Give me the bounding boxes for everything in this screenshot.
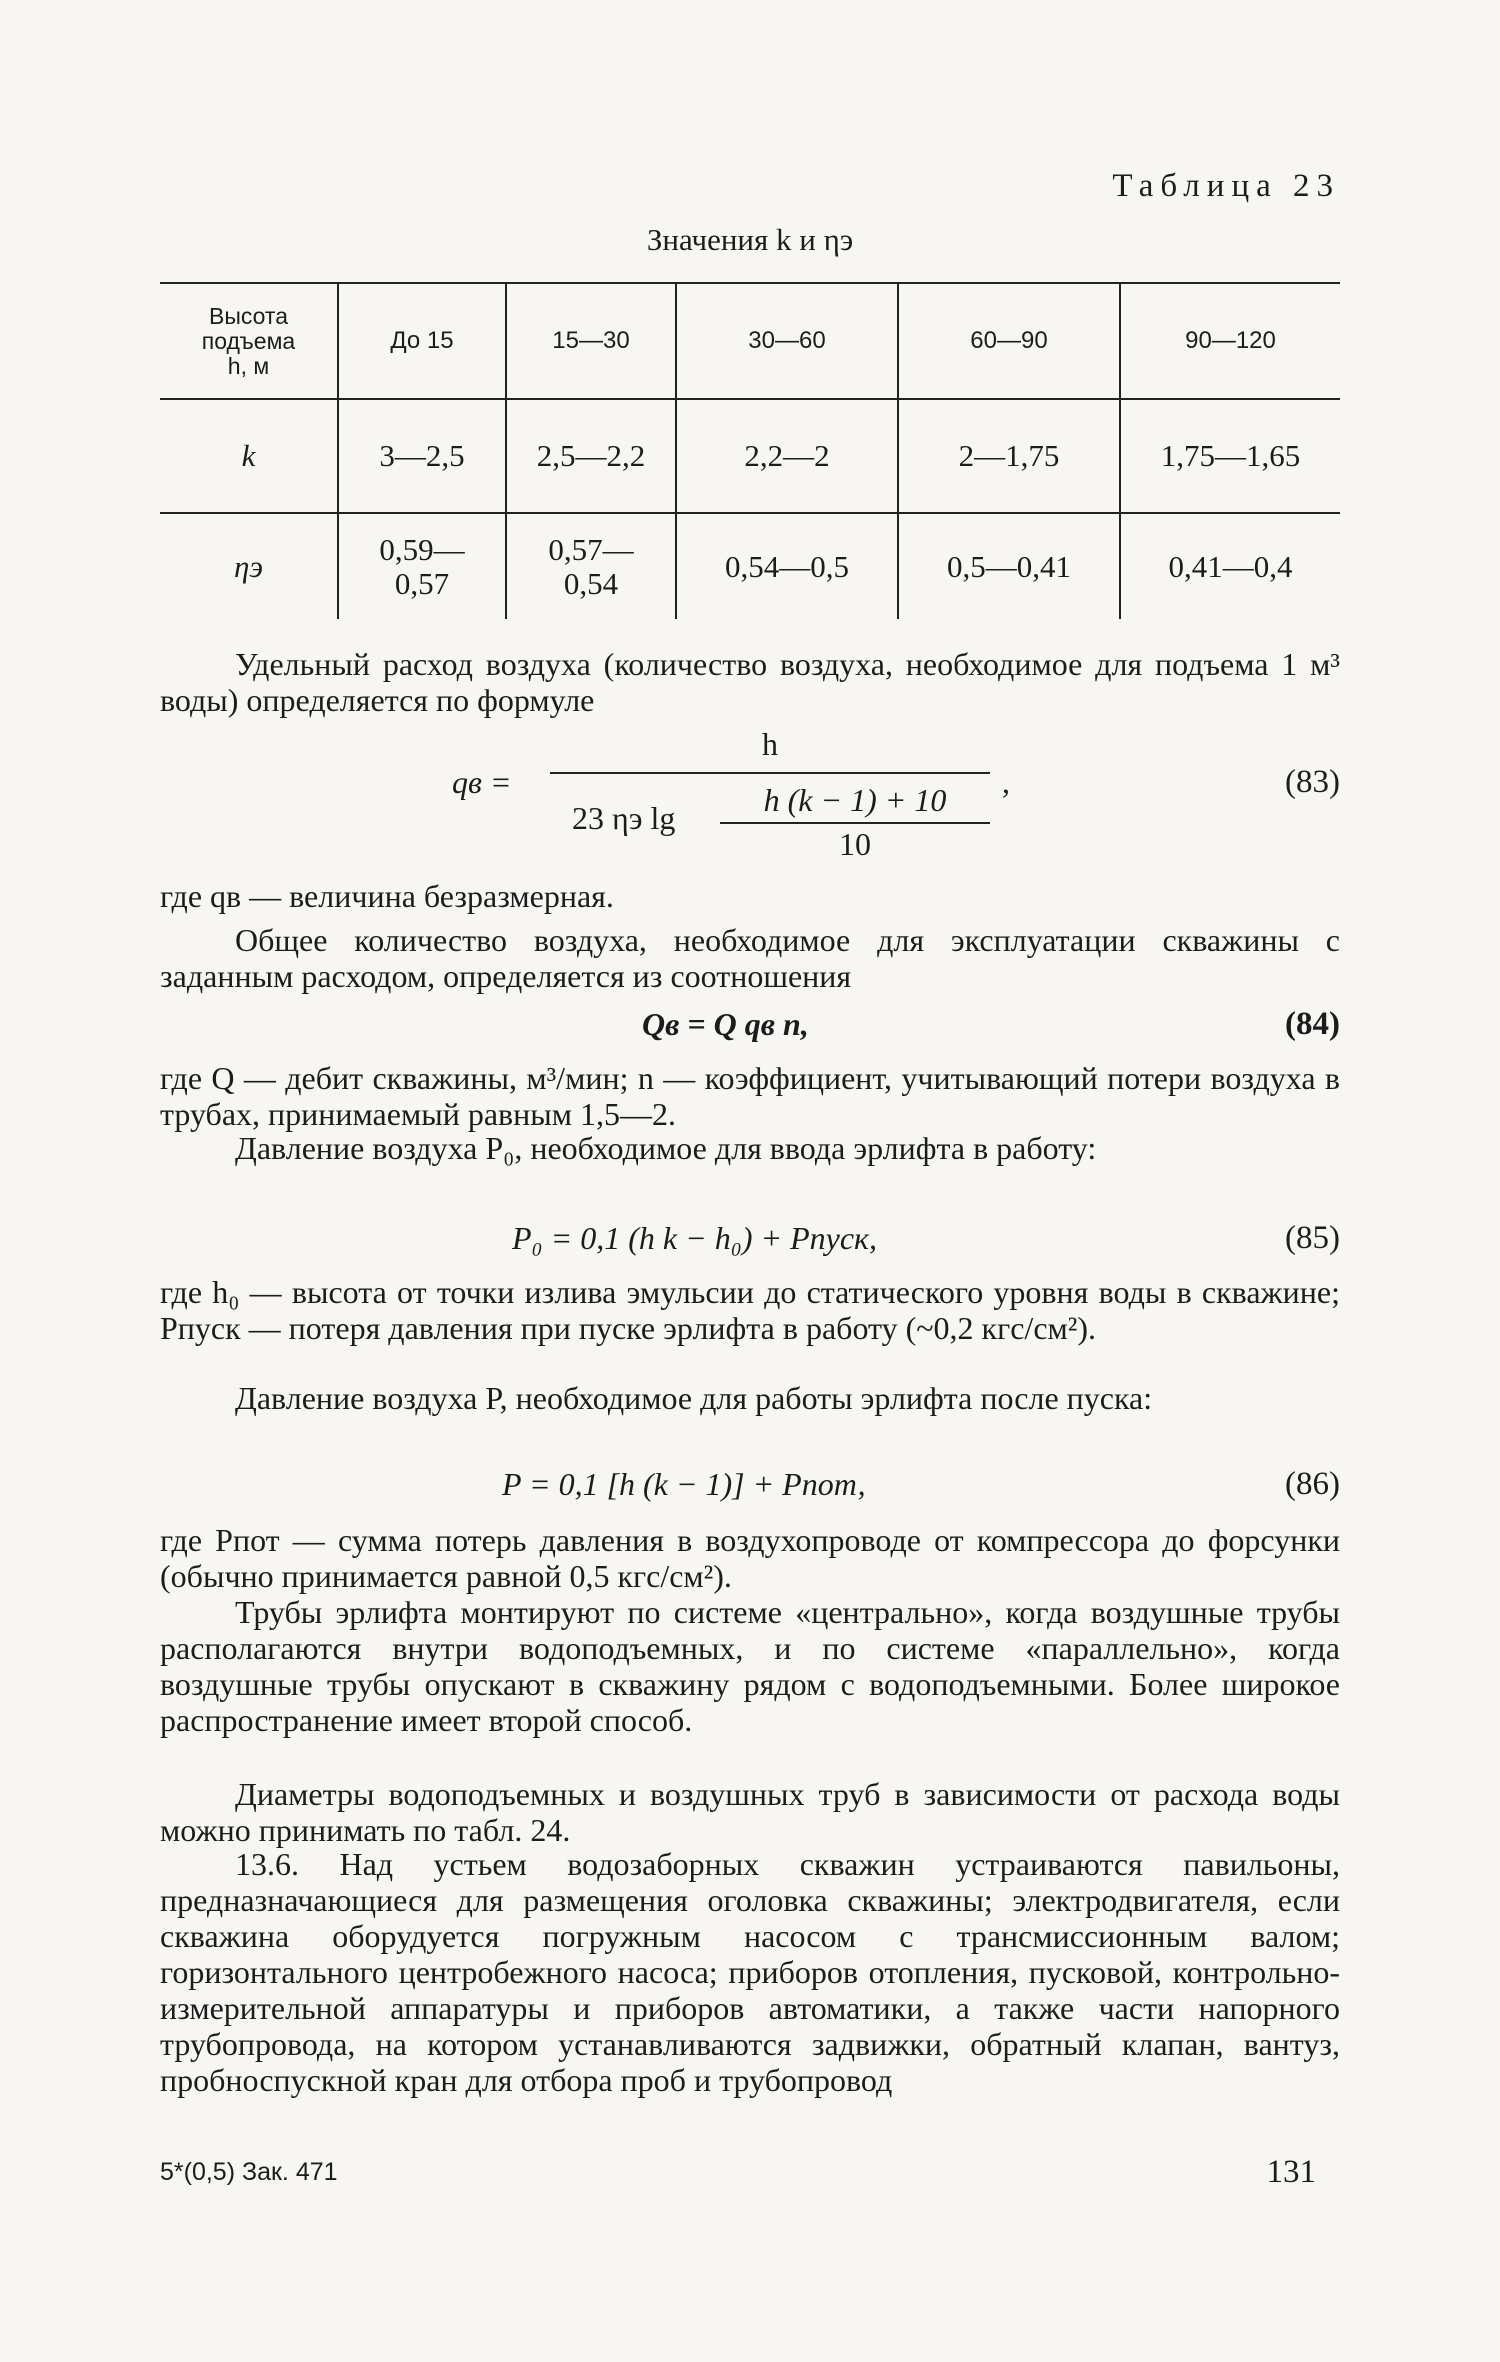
- table-label: Таблица 23: [1112, 168, 1340, 204]
- table-cell: 3—2,5: [338, 399, 506, 513]
- table-header-row: [160, 283, 1340, 399]
- equation-number: (85): [1285, 1220, 1340, 1256]
- table-cell: 1,75—1,65: [1120, 399, 1340, 513]
- paragraph: 13.6. Над устьем водозаборных скважин устраиваются павильоны, предназначающиеся для размещения оголовка скважины; электродвигателя, если скважина оборудуется погружным насосом с трансмиссионным валом; горизонтального центробежного насоса; приборов отопления, пусковой, контрольно-измерительной аппаратуры и приборов автоматики, а также части напорного трубопровода, на котором устанавливаются задвижки, обратный клапан, вантуз, пробноспускной кран для отбора проб и трубопровод: [160, 1846, 1340, 2098]
- table-cell: 0,57— 0,54: [506, 513, 676, 619]
- paragraph: где qв — величина безразмерная.: [160, 878, 614, 914]
- formula-83-lhs: qв =: [452, 764, 512, 800]
- table-cell: 2,2—2: [676, 399, 898, 513]
- formula-86: P = 0,1 [h (k − 1)] + Pпот,: [502, 1466, 866, 1502]
- column-header: 30—60: [676, 283, 898, 399]
- table-cell: 2,5—2,2: [506, 399, 676, 513]
- column-header: До 15: [338, 283, 506, 399]
- row-header-cell: [160, 283, 338, 399]
- row-symbol: ηэ: [233, 548, 264, 584]
- table-caption: Значения k и ηэ: [646, 222, 854, 257]
- table-cell: 0,41—0,4: [1120, 513, 1340, 619]
- column-header: 60—90: [898, 283, 1120, 399]
- paragraph: Давление воздуха P₀, необходимое для ввода эрлифта в работу:: [235, 1130, 1097, 1166]
- row-header-line: Высота: [209, 302, 288, 329]
- formula-83-inner-numerator: h (k − 1) + 10: [763, 782, 947, 818]
- table-cell: 2—1,75: [898, 399, 1120, 513]
- formula-83-denominator: 23 ηэ lg: [572, 800, 676, 836]
- page-number: 131: [1266, 2154, 1316, 2190]
- equation-number: (84): [1285, 1006, 1340, 1042]
- equation-number: (86): [1285, 1466, 1340, 1502]
- paragraph: где h₀ — высота от точки излива эмульсии до статического уровня воды в скважине; Pпуск — потеря давления при пуске эрлифта в работу (~0,2 кгс/см²).: [160, 1274, 1340, 1346]
- column-header: 90—120: [1120, 283, 1340, 399]
- table-cell: 0,54—0,5: [676, 513, 898, 619]
- table-cell: 0,59— 0,57: [338, 513, 506, 619]
- formula-83-comma: ,: [1002, 764, 1010, 800]
- paragraph: Общее количество воздуха, необходимое для эксплуатации скважины с заданным расходом, определяется из соотношения: [160, 922, 1340, 994]
- values-table: [160, 282, 1340, 619]
- column-header: 15—30: [506, 283, 676, 399]
- paragraph: Удельный расход воздуха (количество воздуха, необходимое для подъема 1 м³ воды) определяется по формуле: [160, 646, 1340, 718]
- equation-number: (83): [1285, 764, 1340, 800]
- book-page: [160, 0, 1340, 2362]
- table-row: [160, 399, 1340, 513]
- paragraph: Трубы эрлифта монтируют по системе «центрально», когда воздушные трубы располагаются внутри водоподъемных, и по системе «параллельно», когда воздушные трубы опускают в скважину рядом с водоподъемными. Более широкое распространение имеет второй способ.: [160, 1594, 1340, 1738]
- formula-85: P₀ = 0,1 (h k − h₀) + Pпуск,: [512, 1220, 878, 1256]
- paragraph: Диаметры водоподъемных и воздушных труб в зависимости от расхода воды можно принимать по табл. 24.: [160, 1776, 1340, 1848]
- fraction-bar: [550, 772, 990, 774]
- inner-fraction-bar: [720, 822, 990, 824]
- paragraph: где Pпот — сумма потерь давления в воздухопроводе от компрессора до форсунки (обычно принимается равной 0,5 кгс/см²).: [160, 1522, 1340, 1594]
- imprint: 5*(0,5) Зак. 471: [160, 2158, 338, 2186]
- paragraph: Давление воздуха P, необходимое для работы эрлифта после пуска:: [235, 1380, 1153, 1416]
- row-symbol: k: [241, 438, 256, 473]
- row-header-line: подъема: [201, 327, 296, 354]
- table-cell: 0,5—0,41: [898, 513, 1120, 619]
- row-header-line: h, м: [227, 352, 270, 379]
- formula-83-numerator: h: [762, 726, 778, 762]
- paragraph: где Q — дебит скважины, м³/мин; n — коэффициент, учитывающий потери воздуха в трубах, принимаемый равным 1,5—2.: [160, 1060, 1340, 1132]
- table-row: [160, 513, 1340, 619]
- formula-83-inner-denominator: 10: [839, 826, 871, 862]
- formula-84: Qв = Q qв n,: [642, 1006, 809, 1042]
